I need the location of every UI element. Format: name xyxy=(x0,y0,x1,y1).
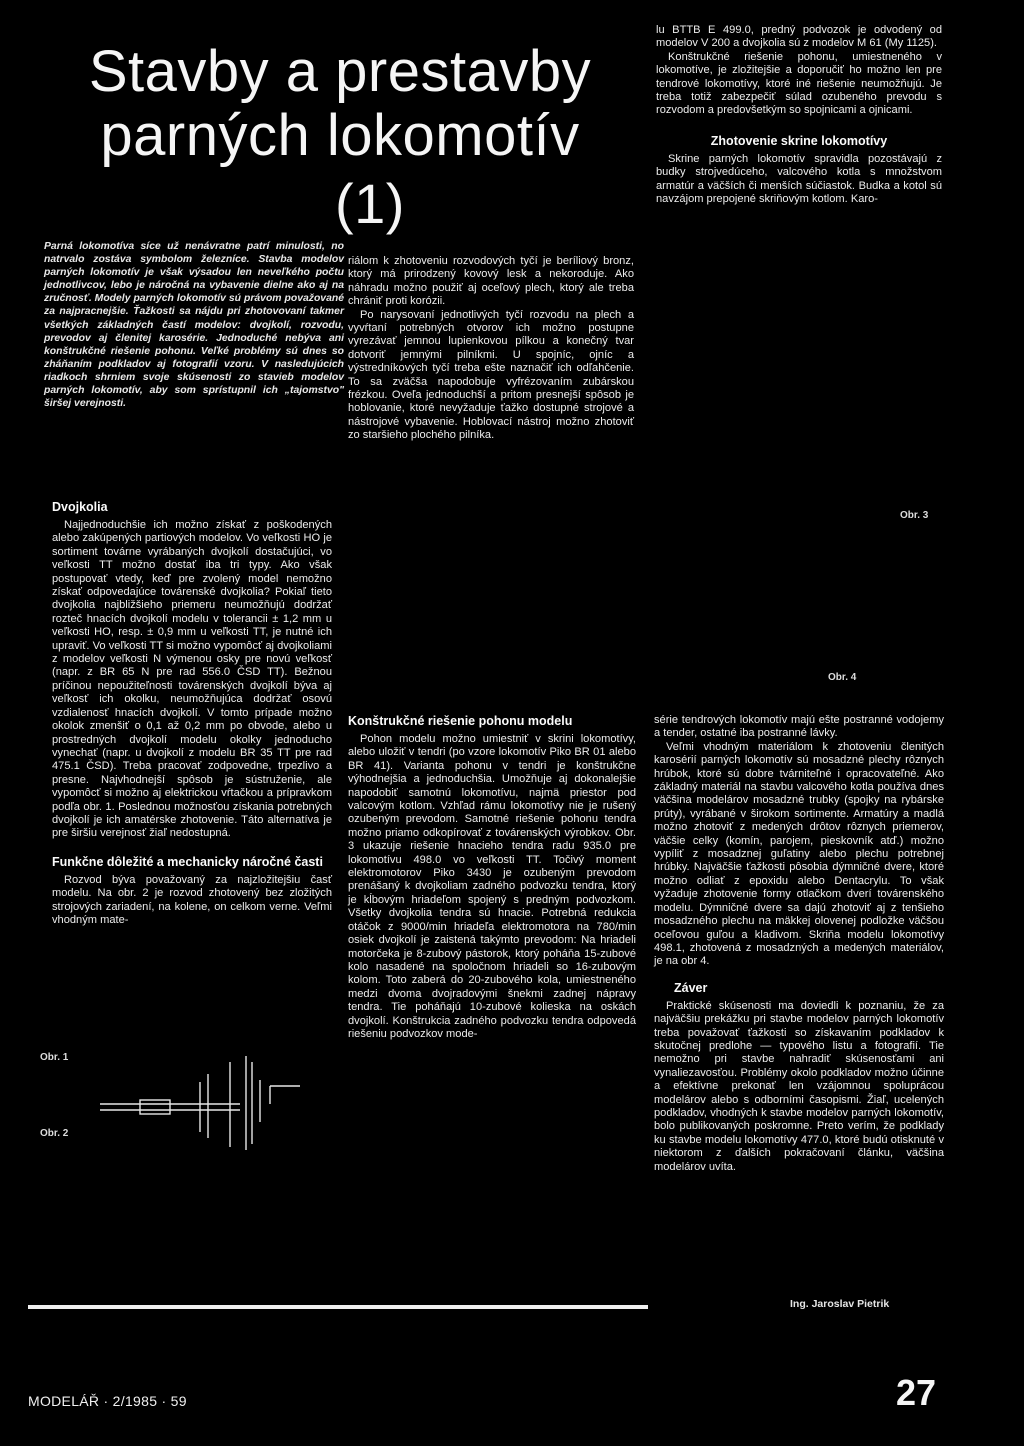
article-title xyxy=(60,40,620,236)
figure-1-caption: Obr. 1 xyxy=(40,1052,69,1063)
section-heading: Funkčne dôležité a mechanicky náročné časti xyxy=(52,854,323,869)
intro-paragraph: Parná lokomotíva síce už nenávratne patrí minulosti, no natrvalo zostáva symbolom železníce. Stavba modelov parných lokomotív je však výsadou len neveľkého počtu jednotlivcov, lebo je náročná na vybavenie dielne ako aj na zručnosť. Modely parných lokomotív sú právom považované za najpracnejšie. Ťažkosti sa nájdu pri zhotovovaní takmer všetkých základných častí modelov: dvojkolí, rozvodu, prevodov aj členitej karosérie. Jednoduché nebýva ani konštrukčné riešenie pohonu. Veľké problémy sú dnes so zháňaním podkladov aj fotografií vzoru. V nasledujúcich riadkoch shrniem svoje skúsenosti zo stavieb modelov parných lokomotív, aby som sprístupnil ich „tajomstvo" širšej verejnosti. xyxy=(44,241,344,410)
author-name: Ing. Jaroslav Pietrik xyxy=(790,1298,890,1310)
right-top-column xyxy=(656,24,942,206)
middle-top-column xyxy=(348,255,634,443)
intro-text xyxy=(44,240,344,410)
section-heading: Konštrukčné riešenie pohonu modelu xyxy=(348,714,573,728)
paragraph: riálom k zhotoveniu rozvodových tyčí je beríliový bronz, ktorý má prirodzený kovový lesk a nekoroduje. Ako náhradu možno použiť aj oceľový plech, ktorý ale treba chrániť proti korózii. xyxy=(348,255,634,308)
figure-3-caption: Obr. 3 xyxy=(900,510,929,521)
right-bottom-column xyxy=(654,714,944,1174)
page-divider xyxy=(28,1305,648,1309)
paragraph: Pohon modelu možno umiestniť v skrini lokomotívy, alebo uložiť v tendri (po vzore lokomotív Piko BR 01 alebo BR 41). Varianta pohonu v tendri je konštrukčne výhodnejšia a jednoduchšia. Umožňuje aj dokonalejšie napodobiť samotnú lokomotívu, najmä priestor pod valcovým kotlom. Vzhľad rámu lokomotívy nie je rušený ozubeným prevodom. Samotné riešenie pohonu tendra možno priamo odkopírovať z továrenských výrobkov. Obr. 3 ukazuje riešenie hnacieho tendra radu 935.0 pre lokomotívu 498.0 vo veľkosti TT. Točivý moment elektromotorov Piko 3430 je ozubeným prevodom prenášaný k dvojkoliam zadného podvozku tendra, ktorý je kĺbovým hriadeľom spojený s predným podvozkom. Všetky dvojkolia tendra sú hnacie. Potrebná redukcia otáčok z 9000/min hriadeľa elektromotora na 780/min osiek dvojkolí je zaistená takýmto prevodom: Na hriadeli motorčeka je 8-zubový pástorok, ktorý poháňa 15-zubové kolo nasadené na spoločnom hriadeli so 16-zubovým kolom. Toto zaberá do 20-zubového kola, umiestneného medzi dvoma dvojradovými šnekmi zadnej nápravy tendra. Tie poháňajú 10-zubové kolieska na oskách dvojkolí. Konštrukcia zadného podvozku tendra odpovedá riešeniu podvozkov mode- xyxy=(348,733,636,1040)
paragraph: Praktické skúsenosti ma doviedli k poznaniu, že za najväčšiu prekážku pri stavbe modelov parných lokomotív treba považovať ťažkosti so získavaním podkladov k skutočnej predlohe — typového listu a fotografií. Tie nemožno pri stavbe nahradiť skúsenosťami ani vynaliezavosťou. Problémy okolo podkladov možno účinne a efektívne prekonať len vzájomnou spoluprácou modelárov alebo s odborními časopismi. Žiaľ, ucelených podkladov, vhodných k stavbe modelov parných lokomotív, bolo publikovaných poskromne. Preto verím, že podklady ku stavbe modelu lokomotívy 477.0, ktoré budú otisknuté v niektorom z ďalších pokračovaní článku, väčšina modelárov uvíta. xyxy=(654,999,944,1173)
middle-bottom-column xyxy=(348,714,636,1041)
paragraph: Veľmi vhodným materiálom k zhotoveniu členitých karosérií parných lokomotív sú mosadzné plechy rôznych hrúbok, ktoré sú dobre tvárniteľné i opracovateľné. Ako základný materiál na stavbu valcového kotla používa dnes väčšina modelárov mosadzné trubky (spojky na rybárske prúty), vyrábané v širokom sortimente. Armatúry a madlá možno zhotoviť z medených drôtov rôznych priemerov, väčšie celky (komín, parojem, pieskovník atď.) možno vypíliť z mosadznej guľatiny alebo plechu potrebnej hrúbky. Najväčšie ťažkosti pôsobia dýmničné dvere, ktoré možno odliať z epoxidu alebo Dentacrylu. To však vyžaduje zhotovenie formy otlačkom dverí továrenského modelu. Dýmničné dvere sa dajú zhotoviť aj z tenšieho mosadzného plechu na mäkkej olovenej podložke väčšou oceľovou guľou a kladivom. Skriňa modelu lokomotívy 498.1, zhotovená z mosadzných a medených materiálov, je na obr 4. xyxy=(654,740,944,968)
paragraph: Rozvod býva považovaný za najzložitejšiu časť modelu. Na obr. 2 je rozvod zhotovený bez zložitých strojových zariadení, na kolene, on celkom verne. Veľmi vhodným mate- xyxy=(52,873,332,926)
figure-2-caption: Obr. 2 xyxy=(40,1128,69,1139)
paragraph: Najjednoduchšie ich možno získať z poškodených alebo zakúpených partiových modelov. Vo veľkosti HO je sortiment továrne vyrábaných dvojkolí dostačujúci, vo veľkosti TT možno dostať iba tri typy. Ako však postupovať vtedy, keď pre zvolený model nemožno získať odpovedajúce továrenské dvojkolia? Pokiaľ tieto dvojkolia najbližšieho priemeru neumožňujú dodržať rozteč hnacích dvojkolí modelu v tolerancii ± 1,2 mm u veľkosti HO, resp. ± 0,9 mm u veľkosti TT, je nutné ich upraviť. Vo veľkosti TT si možno vypomôcť aj dvojkoliami z modelov veľkosti N výmenou osky pre novú veľkosť (napr. z BR 65 N pre rad 556.0 ČSD TT). Bežnou príčinou nepoužiteľnosti továrenských dvojkolí býva aj veľkosť ich okolku, neumožňujúca dodržať osovú vzdialenosť hnacích dvojkolí. V tomto prípade možno okolok zmenšiť o 0,1 až 0,2 mm po obvode, alebo u prostredných dvojkolí modelu okolky jednoducho vynechať (napr. u dvojkolí z modelu BR 35 TT pre rad 475.1 ČSD). Treba pracovať zodpovedne, trpezlivo a presne. Najvhodnejší spôsob je sústruženie, ale vypomôcť si možno aj elektrickou vŕtačkou a prípravkom podľa obr. 1. Poslednou možnosťou získania potrebných dvojkolí je ich amatérske zhotovenie. Táto alternatíva je pre širšiu verejnosť žiaľ nedostupná. xyxy=(52,519,332,840)
figure-1-2-drawing xyxy=(100,1052,330,1152)
page-number: 27 xyxy=(896,1372,937,1413)
title-line-2: parných lokomotív xyxy=(100,103,580,168)
section-heading: Dvojkolia xyxy=(52,500,108,514)
section-heading: Zhotovenie skrine lokomotívy xyxy=(710,133,888,148)
title-line-1: Stavby a prestavby xyxy=(88,39,592,104)
paragraph: Po narysovaní jednotlivých tyčí rozvodu na plech a vyvŕtaní potrebných otvorov ich možno postupne vyrezávať jemnou lupienkovou pílkou a konečný tvar dotvoriť jemnými pilníkmi. U spojníc, ojníc a výstredníkových tyčí treba ešte naznačiť ich odľahčenie. To sa zväčša napodobuje vyfrézovaním zubárskou frézkou. Oveľa jednoduchší a pritom presnejší spôsob je hoblovanie, ktoré nevyžaduje ťažko dostupné strojové a nástrojové vybavenie. Hoblovací nástroj možno zhotoviť zo staršieho plochého pilníka. xyxy=(348,308,634,442)
section-heading: Záver xyxy=(674,980,708,995)
paragraph: lu BTTB E 499.0, predný podvozok je odvodený od modelov V 200 a dvojkolia sú z modelov M 61 (My 1125). xyxy=(656,24,942,50)
title-part-number: (1) xyxy=(335,172,405,235)
figure-4-caption: Obr. 4 xyxy=(828,672,857,683)
left-column xyxy=(52,500,332,927)
magazine-issue: MODELÁŘ · 2/1985 · 59 xyxy=(28,1393,187,1409)
paragraph: Skrine parných lokomotív spravidla pozostávajú z budky strojvedúceho, valcového kotla s množstvom armatúr a väčších či menších súčiastok. Budka a kotol sú navzájom prepojené skriňovým kotlom. Karo- xyxy=(656,152,942,206)
paragraph: série tendrových lokomotív majú ešte postranné vodojemy a tender, ostatné iba postranné lávky. xyxy=(654,714,944,740)
paragraph: Konštrukčné riešenie pohonu, umiestneného v lokomotíve, je zložitejšie a doporučiť ho možno len pre tendrové lokomotívy, ktoré iné riešenie neumožňujú. Je treba totiž zabezpečiť súlad ozubeného prevodu s rozvodom a predovšetkým so spojnicami a ojnicami. xyxy=(656,50,942,117)
